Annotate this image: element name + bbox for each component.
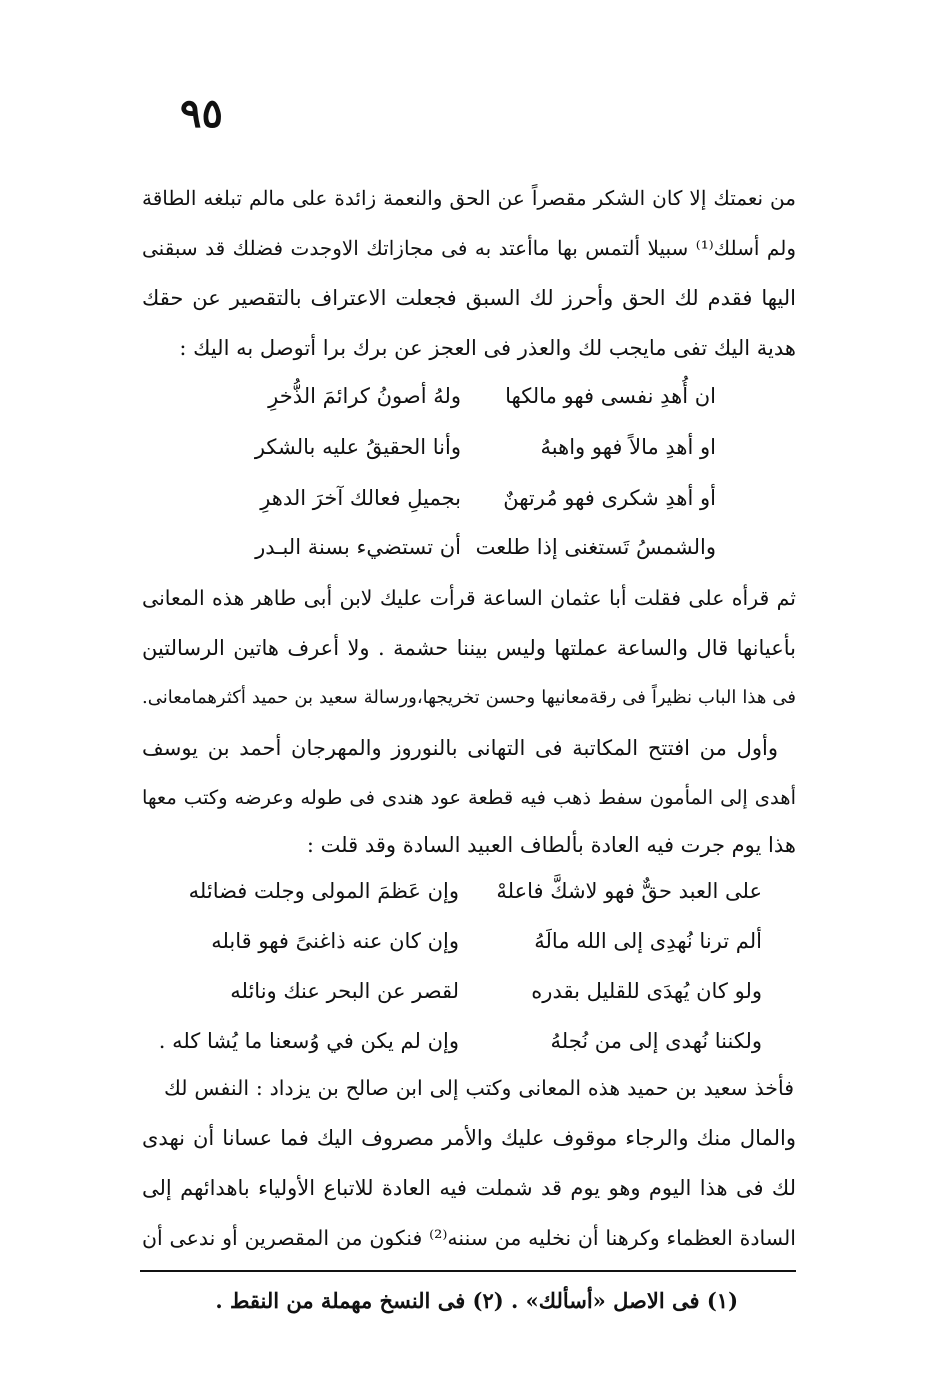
verse-hemistich-first: على العبد حقٌّ فهو لاشكَّ فاعلهْ — [496, 879, 762, 903]
page-number: ٩٥ — [180, 90, 223, 137]
para4-line-2: والمال منك والرجاء موقوف عليك والأمر مصروف اليك فما عسانا أن نهدى — [142, 1126, 796, 1150]
verse-hemistich-first: ألم ترنا نُهدِى إلى الله مالَهُ — [534, 929, 762, 953]
para4-line-3: لك فى هذا اليوم وهو يوم قد شملت فيه العادة للاتباع الأولياء باهدائهم إلى — [142, 1176, 796, 1200]
para1-line-2: ولم أسلك⁽¹⁾ سبيلا ألتمس بها ماأعتد به فى مجازاتك الاوجدت فضلك قد سبقنى — [142, 236, 796, 260]
para2-line-3: فى هذا الباب نظيراً فى رقةمعانيها وحسن تخريجها،ورسالة سعيد بن حميد أكثرهمامعانى. — [142, 687, 796, 708]
verse-hemistich-first: ولكننا نُهدى إلى من نُجلهُ — [550, 1029, 762, 1053]
footnote-divider — [140, 1270, 796, 1272]
para1-line-1: من نعمتك إلا كان الشكر مقصراً عن الحق والنعمة زائدة على مالم تبلغه الطاقة — [142, 186, 796, 210]
verse-hemistich-second: وإن كان عنه ذاغنىً فهو قابله — [211, 929, 459, 953]
verse-hemistich-first: أو أهدِ شكرى فهو مُرتهنٌ — [503, 486, 716, 510]
verse-hemistich-second: وإن عَظمَ المولى وجلت فضائله — [188, 879, 459, 903]
para3-line-2: أهدى إلى المأمون سفط ذهب فيه قطعة عود هندى فى طوله وعرضه وكتب معها — [142, 786, 796, 809]
verse-hemistich-second: بجميلِ فعالك آخرَ الدهرِ — [260, 486, 461, 510]
verse-hemistich-second: وأنا الحقيقُ عليه بالشكر — [254, 435, 461, 459]
footnote: (١) فى الاصل «أسألك» . (٢) فى النسخ مهملة من النقط . — [215, 1288, 738, 1313]
para1-line-4: هدية اليك تفى مايجب لك والعذر فى العجز عن برك برا أتوصل به اليك : — [179, 336, 796, 360]
verse-hemistich-first: او أهدِ مالاً فهو واهبهُ — [540, 435, 716, 459]
para1-line-3: اليها فقدم لك الحق وأحرز لك السبق فجعلت الاعتراف بالتقصير عن حقك — [142, 286, 796, 310]
verse-hemistich-second: ولهُ أصونُ كرائمَ الذُّخرِ — [268, 384, 461, 408]
verse-hemistich-first: ان أُهدِ نفسى فهو مالكها — [505, 384, 716, 408]
para3-line-1: وأول من افتتح المكاتبة فى التهانى بالنوروز والمهرجان أحمد بن يوسف — [142, 736, 778, 760]
verse-hemistich-first: ولو كان يُهدَى للقليل بقدره — [531, 979, 762, 1003]
para4-line-1: فأخذ سعيد بن حميد هذه المعانى وكتب إلى ابن صالح بن يزداد : النفس لك — [164, 1076, 794, 1100]
para2-line-2: بأعيانها قال والساعة عملتها وليس بيننا حشمة . ولا أعرف هاتين الرسالتين — [142, 636, 796, 660]
verse-hemistich-second: لقصر عن البحر عنك ونائله — [230, 979, 459, 1003]
para3-line-3: هذا يوم جرت فيه العادة بألطاف العبيد السادة وقد قلت : — [306, 833, 796, 857]
verse-hemistich-second: أن تستضيء بسنة البـدر — [255, 535, 461, 559]
verse-hemistich-second: وإن لم يكن في وُسعنا ما يُشا كله . — [158, 1029, 459, 1053]
para2-line-1: ثم قرأه على فقلت أبا عثمان الساعة قرأت عليك لابن أبى طاهر هذه المعانى — [142, 586, 796, 610]
verse-hemistich-first: والشمسُ تَستغنى إذا طلعت — [475, 535, 716, 559]
para4-line-4: السادة العظماء وكرهنا أن نخليه من سننه⁽²⁾ فنكون من المقصرين أو ندعى أن — [142, 1226, 796, 1250]
